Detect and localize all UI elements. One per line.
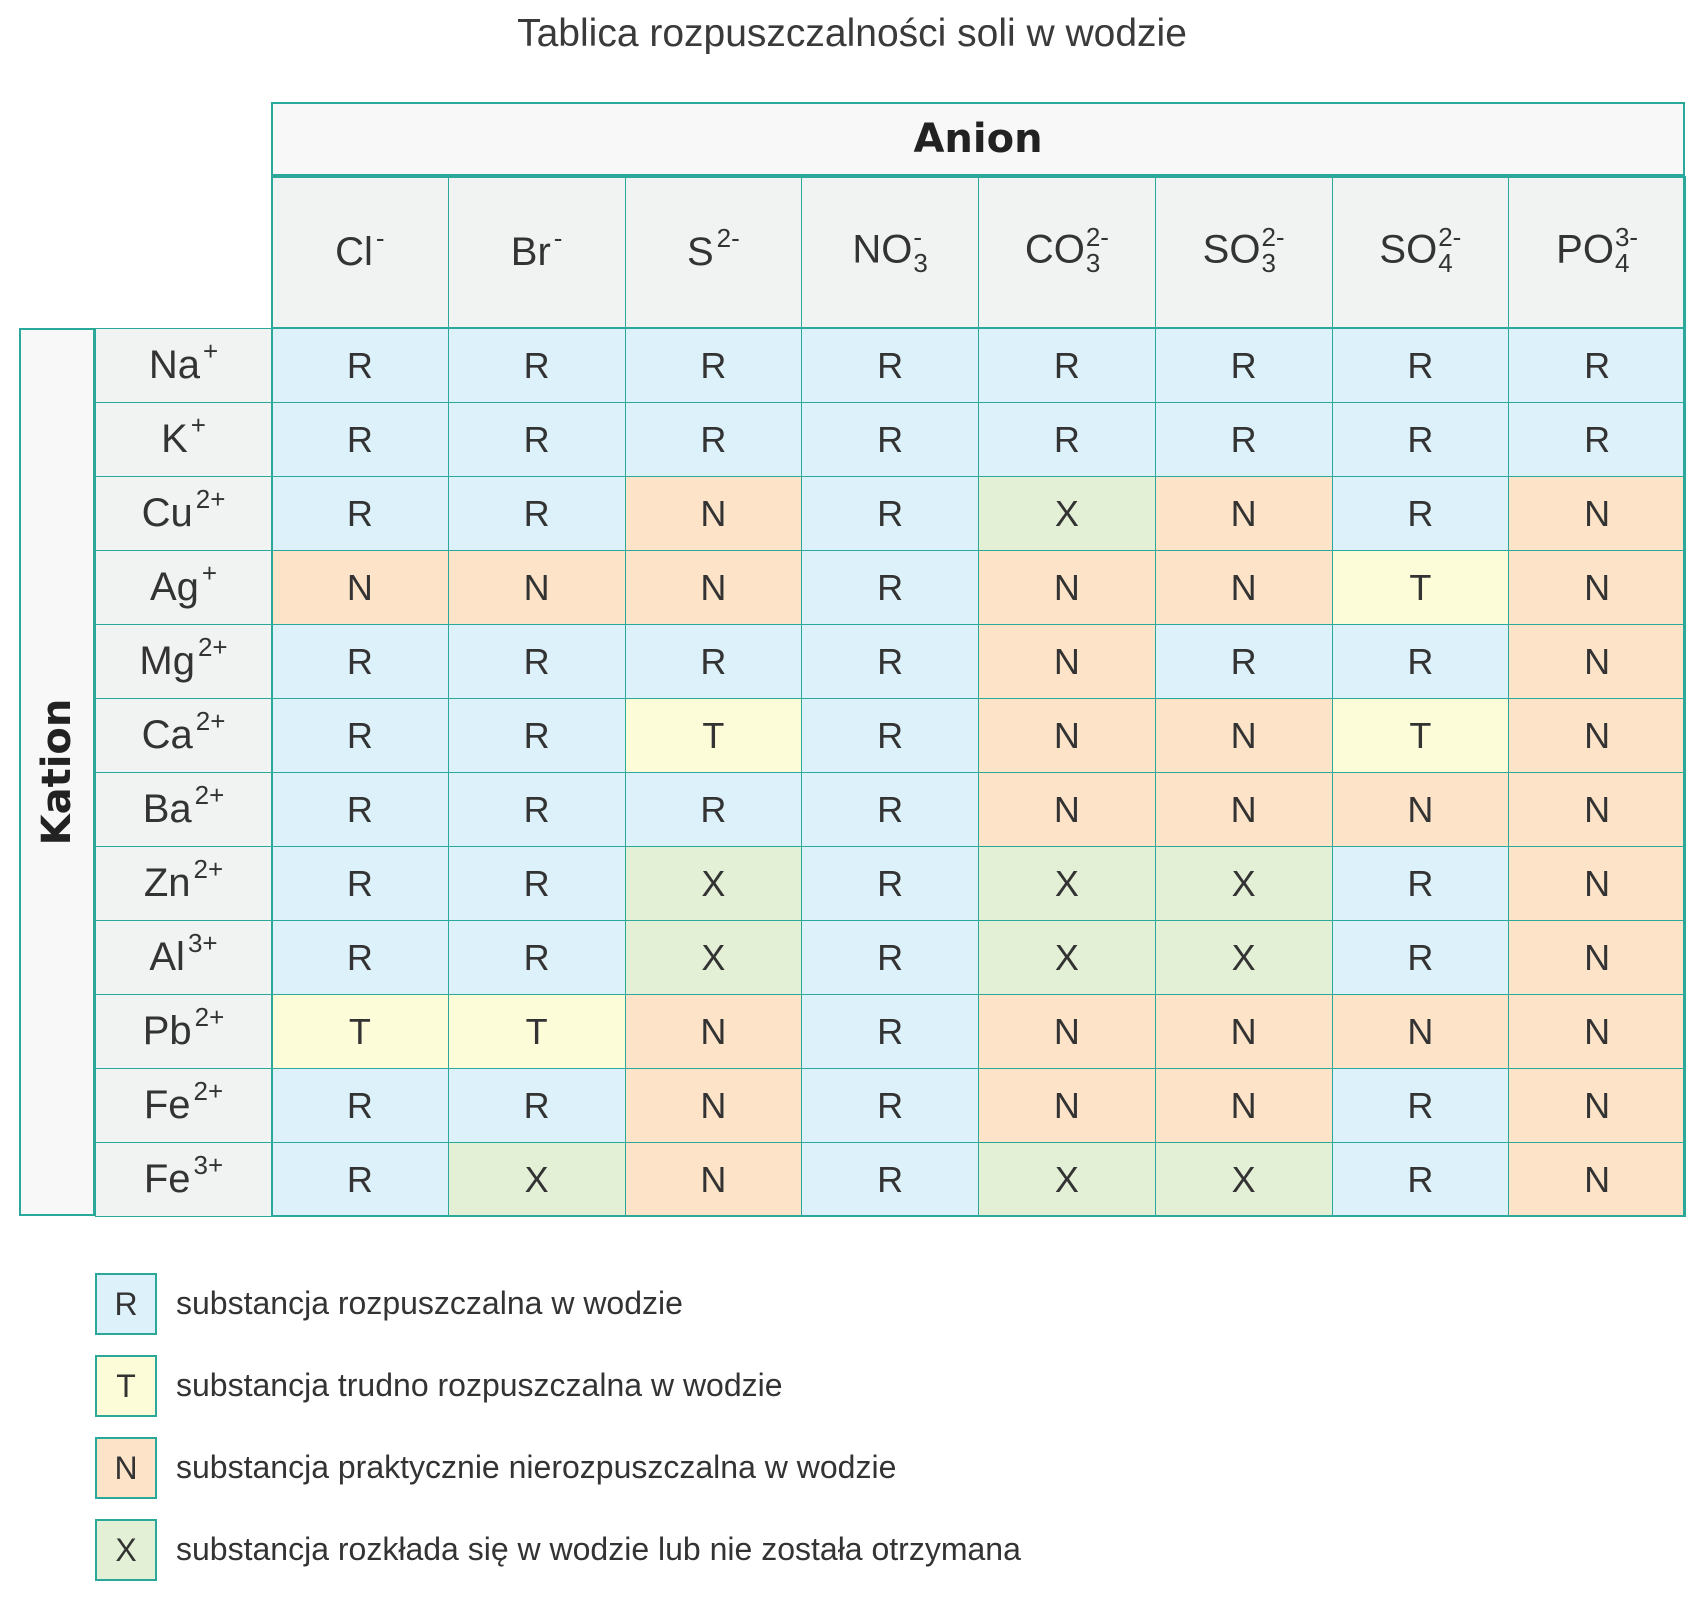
cation-formula — [149, 928, 218, 980]
table-cell: X — [1155, 846, 1333, 921]
cation-formula — [143, 1076, 224, 1128]
table-cell: N — [625, 1068, 803, 1143]
anion-formula — [1024, 222, 1109, 278]
table-cell: R — [1508, 328, 1686, 403]
table-cell: R — [448, 476, 626, 551]
table-cell: N — [1508, 920, 1686, 995]
legend-item — [95, 1273, 1295, 1335]
cation-base: Fe — [143, 1083, 191, 1127]
table-cell: R — [801, 550, 979, 625]
legend-swatch: N — [95, 1437, 157, 1499]
cation-charge: 2+ — [195, 484, 226, 514]
cation-header-cell — [95, 1142, 272, 1217]
table-cell: N — [1155, 994, 1333, 1069]
table-cell: R — [801, 328, 979, 403]
table-cell: R — [271, 1142, 449, 1217]
table-cell: N — [625, 1142, 803, 1217]
table-cell: X — [1155, 1142, 1333, 1217]
legend-swatch: X — [95, 1519, 157, 1581]
anion-charge: - — [913, 222, 923, 252]
table-cell: R — [1332, 328, 1510, 403]
anion-formula — [686, 222, 740, 275]
cation-formula — [142, 780, 225, 832]
cation-base: Ag — [149, 565, 199, 609]
table-cell: N — [1508, 772, 1686, 847]
table-cell: N — [625, 994, 803, 1069]
table-cell: N — [625, 476, 803, 551]
table-cell: X — [1155, 920, 1333, 995]
table-cell: R — [1332, 476, 1510, 551]
legend-swatch: R — [95, 1273, 157, 1335]
cation-base: Zn — [143, 861, 191, 905]
anion-charge-stack — [913, 224, 927, 276]
anion-base: NO — [852, 227, 913, 272]
table-cell: N — [1155, 476, 1333, 551]
table-cell: R — [801, 994, 979, 1069]
anion-base: CO — [1024, 227, 1085, 272]
table-cell: R — [625, 328, 803, 403]
table-cell: R — [271, 698, 449, 773]
legend-label: substancja trudno rozpuszczalna w wodzie — [176, 1367, 783, 1403]
table-cell: T — [271, 994, 449, 1069]
cation-header-cell — [95, 846, 272, 921]
anion-base: S — [686, 229, 714, 274]
cation-charge: 2+ — [193, 854, 224, 884]
cation-formula — [143, 854, 224, 906]
cation-header-cell — [95, 550, 272, 625]
cation-header-cell — [95, 920, 272, 995]
anion-header-cell — [801, 176, 979, 328]
anion-base: Br — [510, 229, 551, 274]
table-cell: N — [271, 550, 449, 625]
anion-subscript: 3 — [913, 248, 928, 278]
cation-header-cell — [95, 624, 272, 699]
anion-subscript: 4 — [1438, 248, 1453, 278]
cation-formula — [143, 1150, 224, 1202]
anion-header-cell — [1332, 176, 1510, 328]
table-cell: N — [1332, 994, 1510, 1069]
table-cell: N — [1155, 698, 1333, 773]
table-cell: X — [978, 476, 1156, 551]
table-cell: R — [1155, 402, 1333, 477]
cation-base: Pb — [142, 1009, 192, 1053]
table-cell: R — [1155, 624, 1333, 699]
cation-charge: + — [190, 410, 206, 440]
table-cell: R — [448, 624, 626, 699]
anion-formula — [335, 222, 385, 275]
cation-base: Al — [149, 935, 185, 979]
anion-charge: 2- — [716, 222, 740, 253]
legend-item — [95, 1355, 1295, 1417]
cation-charge: 3+ — [187, 928, 218, 958]
cation-formula — [139, 632, 228, 684]
table-cell: X — [978, 1142, 1156, 1217]
cation-formula — [148, 336, 219, 388]
cation-formula — [141, 706, 226, 758]
anion-formula — [1202, 222, 1285, 278]
table-cell: N — [1508, 550, 1686, 625]
table-cell: R — [801, 772, 979, 847]
anion-formula — [510, 222, 563, 275]
table-cell: R — [1332, 920, 1510, 995]
anion-charge-stack — [1086, 224, 1109, 276]
cation-charge: 2+ — [194, 780, 225, 810]
table-cell: R — [801, 846, 979, 921]
kation-label: Kation — [34, 698, 80, 846]
page-title: Tablica rozpuszczalności soli w wodzie — [517, 12, 1187, 55]
table-cell: R — [448, 402, 626, 477]
cation-charge: 2+ — [194, 1002, 225, 1032]
table-cell: R — [1332, 1068, 1510, 1143]
table-cell: N — [1508, 1068, 1686, 1143]
cation-header-cell — [95, 328, 272, 403]
cation-base: Mg — [139, 639, 195, 683]
legend-label: substancja praktycznie nierozpuszczalna w wodzie — [176, 1449, 897, 1485]
cation-header-cell — [95, 476, 272, 551]
table-cell: T — [1332, 550, 1510, 625]
anion-header-cell — [978, 176, 1156, 328]
anion-subscript: 3 — [1085, 248, 1101, 278]
cation-base: Ba — [142, 787, 192, 831]
table-cell: R — [271, 920, 449, 995]
legend-label: substancja rozkłada się w wodzie lub nie została otrzymana — [176, 1531, 1021, 1567]
anion-charge: 2- — [1438, 222, 1462, 252]
cation-formula — [141, 484, 226, 536]
table-cell: R — [448, 772, 626, 847]
table-cell: R — [801, 624, 979, 699]
cation-charge: 2+ — [197, 632, 228, 662]
table-cell: R — [448, 1068, 626, 1143]
table-cell: R — [271, 328, 449, 403]
cation-header-cell — [95, 772, 272, 847]
table-cell: R — [271, 624, 449, 699]
table-cell: X — [978, 846, 1156, 921]
table-cell: N — [978, 994, 1156, 1069]
table-cell: N — [1155, 550, 1333, 625]
table-cell: R — [448, 698, 626, 773]
anion-header-cell — [271, 176, 449, 328]
cation-header-cell — [95, 698, 272, 773]
anion-header-cell — [1508, 176, 1686, 328]
anion-charge: - — [553, 222, 563, 253]
anion-header-cell — [448, 176, 626, 328]
table-cell: R — [801, 1068, 979, 1143]
table-cell: N — [1508, 624, 1686, 699]
table-cell: N — [1508, 476, 1686, 551]
anion-formula — [1556, 222, 1639, 278]
table-cell: T — [448, 994, 626, 1069]
table-cell: R — [625, 624, 803, 699]
table-cell: R — [801, 920, 979, 995]
cation-charge: + — [201, 558, 218, 588]
table-cell: N — [1508, 846, 1686, 921]
table-cell: N — [1155, 1068, 1333, 1143]
table-cell: R — [978, 402, 1156, 477]
anion-charge: - — [375, 222, 385, 253]
table-cell: R — [801, 476, 979, 551]
table-cell: X — [978, 920, 1156, 995]
table-cell: N — [1508, 1142, 1686, 1217]
anion-charge: 2- — [1261, 222, 1285, 252]
anion-charge-stack — [1438, 224, 1461, 276]
table-cell: R — [1508, 402, 1686, 477]
table-cell: N — [978, 772, 1156, 847]
table-cell: N — [625, 550, 803, 625]
table-cell: R — [1332, 624, 1510, 699]
anion-charge: 3- — [1614, 222, 1639, 252]
cation-charge: 2+ — [195, 706, 226, 736]
table-cell: T — [625, 698, 803, 773]
cation-charge: 3+ — [193, 1150, 224, 1180]
anion-header: Anion — [271, 102, 1685, 176]
cation-base: Fe — [143, 1157, 191, 1201]
table-cell: R — [448, 328, 626, 403]
table-cell: X — [625, 920, 803, 995]
table-cell: R — [448, 846, 626, 921]
table-cell: R — [1155, 328, 1333, 403]
table-cell: N — [448, 550, 626, 625]
table-cell: R — [625, 772, 803, 847]
table-cell: R — [1332, 1142, 1510, 1217]
table-cell: N — [1508, 698, 1686, 773]
table-cell: T — [1332, 698, 1510, 773]
anion-base: SO — [1379, 227, 1438, 272]
table-cell: N — [1332, 772, 1510, 847]
table-cell: R — [271, 846, 449, 921]
cation-header-cell — [95, 1068, 272, 1143]
anion-header-cell — [625, 176, 803, 328]
table-cell: X — [625, 846, 803, 921]
cation-formula — [149, 558, 218, 610]
table-cell: N — [978, 624, 1156, 699]
legend-item — [95, 1519, 1295, 1581]
table-cell: R — [801, 402, 979, 477]
cation-base: Ca — [141, 713, 193, 757]
kation-header — [19, 328, 95, 1216]
cation-formula — [161, 410, 206, 462]
table-cell: R — [1332, 846, 1510, 921]
table-cell: R — [978, 328, 1156, 403]
anion-formula — [852, 222, 928, 278]
anion-base: Cl — [335, 229, 373, 274]
anion-header-cell — [1155, 176, 1333, 328]
table-cell: N — [978, 698, 1156, 773]
table-cell: R — [271, 476, 449, 551]
anion-subscript: 3 — [1261, 248, 1276, 278]
legend-label: substancja rozpuszczalna w wodzie — [176, 1285, 683, 1321]
anion-charge: 2- — [1085, 222, 1109, 252]
table-cell: X — [448, 1142, 626, 1217]
table-cell: N — [1508, 994, 1686, 1069]
cation-header-cell — [95, 994, 272, 1069]
table-cell: R — [625, 402, 803, 477]
table-cell: R — [271, 772, 449, 847]
anion-charge-stack — [1615, 224, 1638, 276]
anion-charge-stack — [1261, 224, 1284, 276]
cation-formula — [142, 1002, 225, 1054]
anion-base: PO — [1556, 227, 1614, 272]
table-cell: R — [271, 402, 449, 477]
legend-item — [95, 1437, 1295, 1499]
table-cell: R — [271, 1068, 449, 1143]
table-cell: N — [1155, 772, 1333, 847]
cation-base: Cu — [141, 491, 193, 535]
table-cell: R — [801, 698, 979, 773]
anion-base: SO — [1202, 227, 1261, 272]
table-cell: R — [1332, 402, 1510, 477]
table-cell: R — [801, 1142, 979, 1217]
legend-swatch: T — [95, 1355, 157, 1417]
anion-subscript: 4 — [1614, 248, 1630, 278]
anion-formula — [1379, 222, 1462, 278]
table-cell: N — [978, 1068, 1156, 1143]
table-cell: N — [978, 550, 1156, 625]
cation-base: Na — [148, 343, 200, 387]
cation-base: K — [161, 417, 188, 461]
table-cell: R — [448, 920, 626, 995]
cation-header-cell — [95, 402, 272, 477]
cation-charge: 2+ — [193, 1076, 224, 1106]
cation-charge: + — [202, 336, 219, 366]
